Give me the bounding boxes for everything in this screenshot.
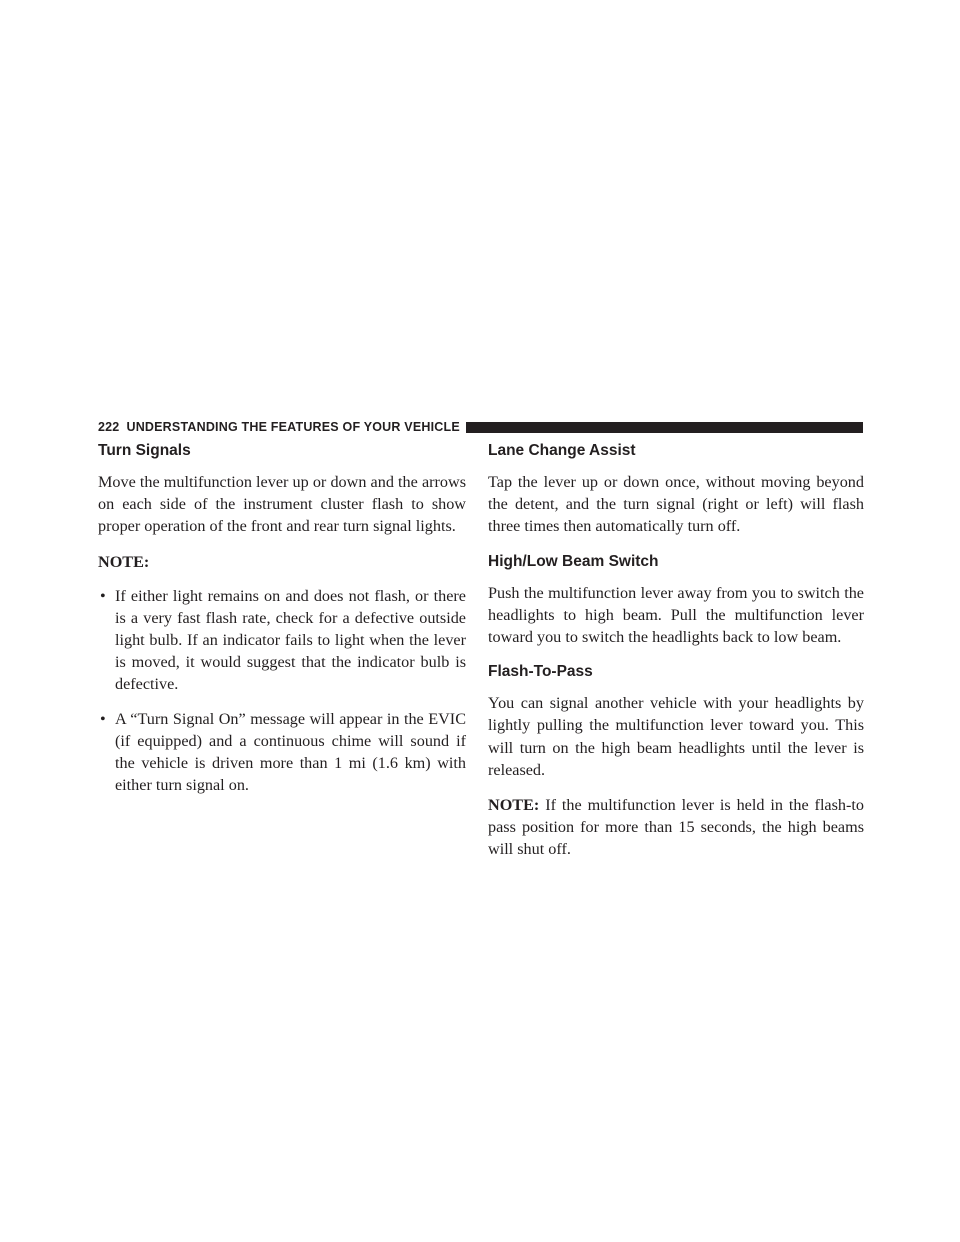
flash-to-pass-heading: Flash-To-Pass [488,663,593,681]
lane-change-section [488,439,864,538]
flash-to-pass-section [488,660,864,860]
note-text: If the multifunction lever is held in the flash-to pass position for more than 15 seconds, the high beams will shut off. [488,796,864,859]
flash-to-pass-note [488,794,864,861]
note-label: NOTE: [98,552,150,571]
high-low-beam-body: Push the multifunction lever away from you to switch the headlights to high beam. Pull the multifunction lever toward you to switch the headlights back to low beam. [488,583,864,647]
turn-signals-body: Move the multifunction lever up or down and the arrows on each side of the instrument cluster flash to show proper operation of the front and rear turn signal lights. [98,473,466,536]
flash-to-pass-body: You can signal another vehicle with your headlights by lightly pulling the multifunction lever toward you. This will turn on the high beam headlights until the lever is released. [488,694,864,779]
bullet-icon: • [100,586,106,605]
bullet-text: If either light remains on and does not flash, or there is a very fast flash rate, check for a defective outside light bulb. If an indicator fails to light when the lever is moved, it would suggest that the indicator bulb is defective. [115,586,466,694]
turn-signals-section [98,439,466,538]
page-header [98,417,863,437]
list-item [98,708,466,797]
page-number: 222 [98,420,120,434]
right-column [488,439,864,873]
section-title: UNDERSTANDING THE FEATURES OF YOUR VEHICLE [126,420,460,434]
bullet-icon: • [100,709,106,728]
bullet-text: A “Turn Signal On” message will appear in the EVIC (if equipped) and a continuous chime will sound if the vehicle is driven more than 1 mi (1.6 km) with either turn signal on. [115,709,466,795]
note-label: NOTE: [488,796,540,815]
lane-change-body: Tap the lever up or down once, without moving beyond the detent, and the turn signal (right or left) will flash three times then automatically turn off. [488,473,864,536]
header-rule [466,422,863,433]
list-item [98,585,466,696]
high-low-beam-section [488,550,864,649]
lane-change-heading: Lane Change Assist [488,442,636,459]
left-column [98,439,466,808]
turn-signals-heading: Turn Signals [98,442,191,459]
note-bullet-list [98,585,466,797]
high-low-beam-heading: High/Low Beam Switch [488,552,659,570]
